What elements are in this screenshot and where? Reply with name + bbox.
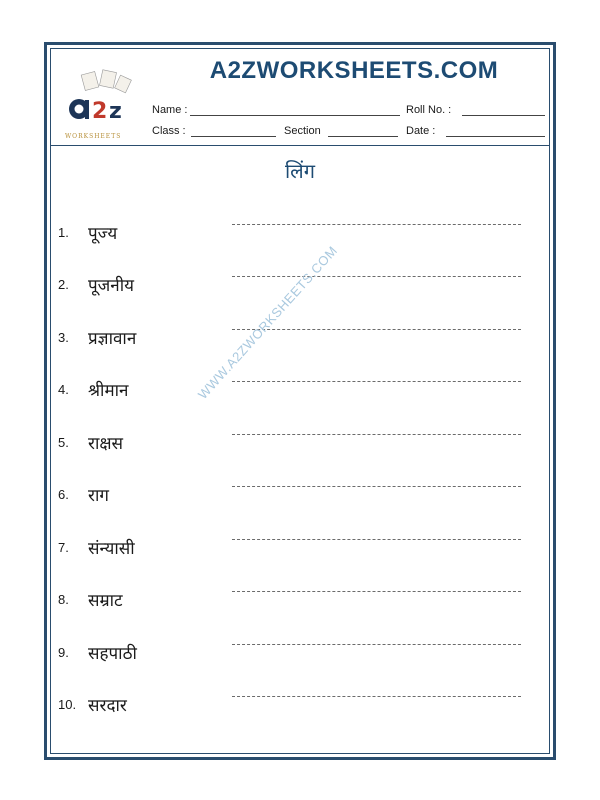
list-item: [51, 524, 549, 559]
date-field-line: [446, 125, 545, 137]
item-number: 10.: [58, 697, 77, 712]
answer-line: [232, 591, 521, 592]
item-number: 2.: [58, 277, 69, 292]
site-title: A2ZWORKSHEETS.COM: [209, 57, 499, 84]
list-item: [51, 471, 549, 506]
roll-label: Roll No. :: [406, 104, 452, 116]
class-field-line: [191, 125, 276, 137]
item-word: पूजनीय: [88, 276, 134, 296]
item-number: 9.: [58, 645, 69, 660]
answer-line: [232, 434, 521, 435]
list-item: [51, 209, 549, 244]
answer-line: [232, 381, 521, 382]
answer-line: [232, 329, 521, 330]
item-number: 6.: [58, 487, 69, 502]
item-number: 7.: [58, 540, 69, 555]
worksheet-inner-frame: [50, 48, 550, 754]
list-item: [51, 314, 549, 349]
section-field-line: [328, 125, 398, 137]
item-number: 8.: [58, 592, 69, 607]
list-item: [51, 576, 549, 611]
list-item: [51, 681, 549, 716]
name-field-line: [190, 104, 400, 116]
answer-line: [232, 276, 521, 277]
name-label: Name :: [152, 104, 188, 116]
worksheet-header: [51, 49, 549, 146]
date-label: Date :: [406, 125, 436, 137]
list-item: [51, 629, 549, 664]
item-word: सम्राट: [88, 591, 123, 611]
svg-text:z: z: [109, 99, 122, 124]
a2z-logo: [57, 69, 143, 140]
class-label: Class :: [152, 125, 186, 137]
item-word: राग: [88, 486, 109, 506]
item-number: 4.: [58, 382, 69, 397]
answer-line: [232, 224, 521, 225]
item-word: पूज्य: [88, 224, 118, 244]
item-word: श्रीमान: [88, 381, 129, 401]
answer-line: [232, 644, 521, 645]
item-word: प्रज्ञावान: [88, 329, 137, 349]
worksheet-title: लिंग: [285, 159, 315, 183]
svg-text:2: 2: [92, 99, 108, 124]
roll-field-line: [462, 104, 545, 116]
answer-line: [232, 539, 521, 540]
item-number: 3.: [58, 330, 69, 345]
answer-line: [232, 486, 521, 487]
item-number: 5.: [58, 435, 69, 450]
item-word: सरदार: [88, 696, 127, 716]
logo-graphic: [57, 69, 143, 135]
list-item: [51, 366, 549, 401]
section-label: Section: [284, 125, 321, 137]
logo-tagline: WORKSHEETS: [65, 133, 122, 140]
list-item: [51, 419, 549, 454]
item-word: संन्यासी: [88, 539, 135, 559]
item-word: राक्षस: [88, 434, 124, 454]
worksheet-border: [44, 42, 556, 760]
item-number: 1.: [58, 225, 69, 240]
watermark-text: WWW.A2ZWORKSHEETS.COM: [195, 243, 341, 403]
answer-line: [232, 696, 521, 697]
item-word: सहपाठी: [88, 644, 137, 664]
